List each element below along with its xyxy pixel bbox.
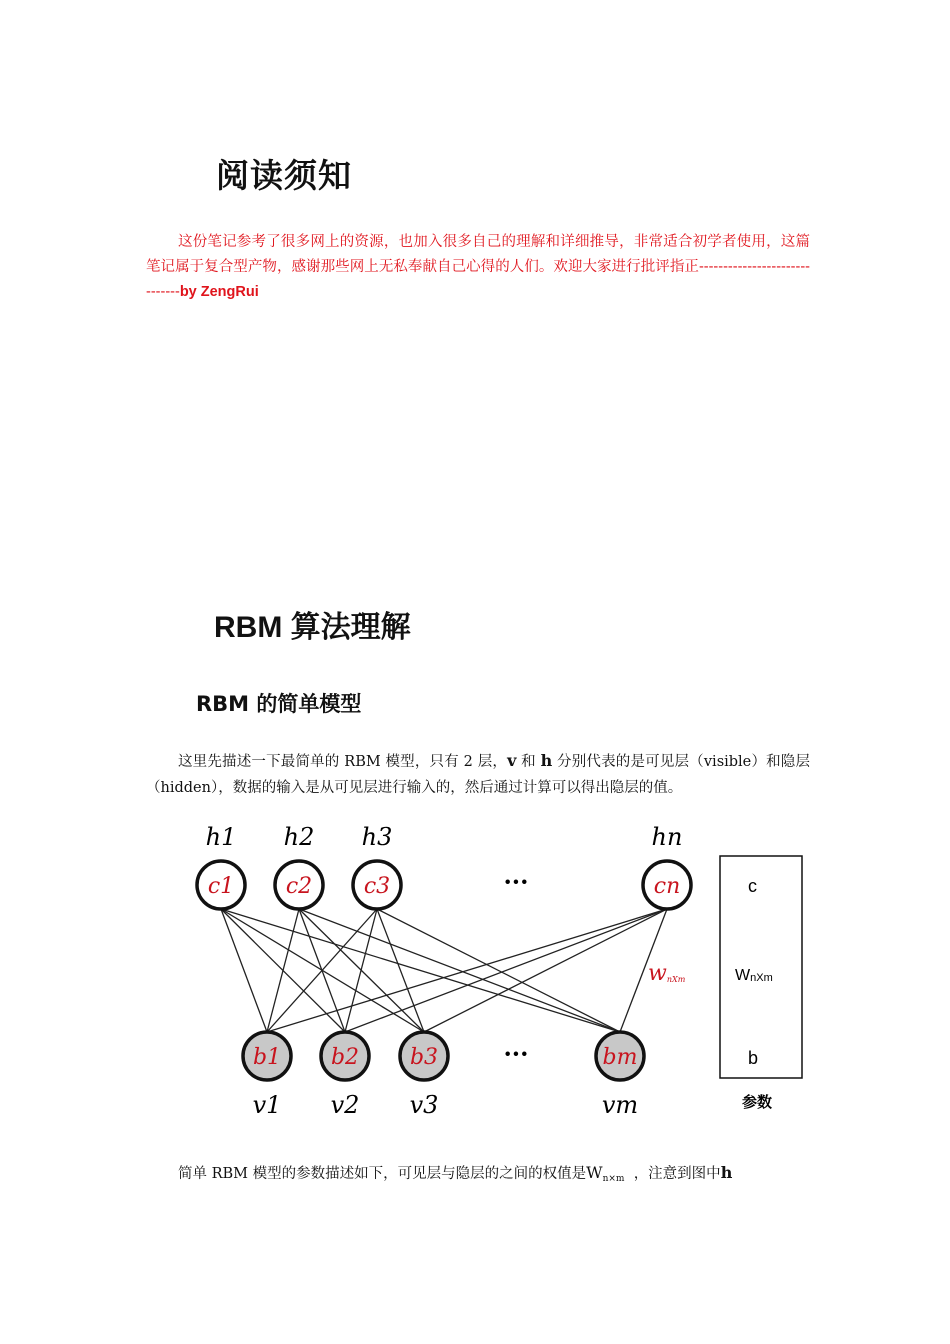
section-subtitle: RBM 的简单模型 (196, 692, 362, 716)
param-w (735, 967, 773, 984)
param-b: b (748, 1048, 759, 1068)
edge-h3-v4 (377, 909, 620, 1032)
hidden-node-n (643, 861, 691, 909)
visible-node-2 (321, 1032, 369, 1080)
hidden-bias-3: c3 (363, 874, 391, 899)
edge-h1-v4 (221, 909, 620, 1032)
visible-node-1 (243, 1032, 291, 1080)
visible-node-m (596, 1032, 644, 1080)
params-box (720, 856, 802, 1078)
hidden-ellipsis: ··· (503, 867, 529, 896)
paragraph2-h: h (720, 1163, 733, 1182)
visible-label-2: v2 (330, 1091, 360, 1119)
notice-byline: by ZengRui (179, 284, 259, 300)
visible-label-m: vm (601, 1091, 639, 1119)
paragraph2-w-sub: n×m (602, 1174, 625, 1184)
hidden-node-1 (197, 861, 245, 909)
visible-ellipsis: ··· (503, 1039, 529, 1068)
hidden-label-3: h3 (361, 823, 393, 851)
edge-h1-v1 (221, 909, 267, 1032)
param-c: c (748, 876, 757, 896)
edge-h4-v1 (267, 909, 667, 1032)
visible-bias-1: b1 (252, 1045, 282, 1070)
paragraph1-part2: 分别代表的是可见层（visible）和隐层（hidden），数据的输入是从可见层进行输入的，然后通过计算可以得出隐层的值。 (146, 754, 810, 796)
param-w-main: W (735, 967, 751, 984)
paragraph1-v: v (507, 751, 517, 770)
visible-label-3: v3 (409, 1091, 439, 1119)
hidden-bias-1: c1 (207, 874, 235, 899)
paragraph1-and: 和 (516, 754, 541, 770)
visible-layer (243, 1032, 644, 1080)
paragraph-rbm-description (146, 748, 810, 801)
paragraph2-text: 简单 RBM 模型的参数描述如下，可见层与隐层的之间的权值是 (178, 1166, 587, 1182)
notice-paragraph (146, 230, 810, 305)
hidden-label-n: hn (651, 823, 683, 851)
visible-bias-2: b2 (330, 1045, 360, 1070)
visible-bias-m: bm (602, 1045, 638, 1070)
notice-dashes: ------------------------------ (146, 259, 810, 300)
weight-label (648, 961, 686, 986)
params-caption: 参数 (741, 1093, 773, 1111)
visible-label-1: v1 (252, 1091, 282, 1119)
notice-text: 这份笔记参考了很多网上的资源，也加入很多自己的理解和详细推导，非常适合初学者使用，这篇笔记属于复合型产物，感谢那些网上无私奉献自己心得的人们。欢迎大家进行批评指正 (146, 234, 810, 275)
hidden-bias-2: c2 (285, 874, 313, 899)
rbm-connections (221, 909, 667, 1032)
notice-heading: 阅读须知 (216, 156, 352, 195)
visible-node-3 (400, 1032, 448, 1080)
hidden-node-3 (353, 861, 401, 909)
paragraph2-tail: ，注意到图中 (633, 1166, 721, 1182)
visible-bias-3: b3 (409, 1045, 439, 1070)
section-title: RBM 算法理解 (214, 611, 411, 644)
hidden-label-2: h2 (283, 823, 315, 851)
hidden-label-1: h1 (205, 823, 237, 851)
rbm-diagram (180, 810, 820, 1130)
weight-label-sub: nXm (666, 975, 686, 984)
param-w-sub: nXm (750, 972, 773, 984)
paragraph2-w: W (586, 1163, 603, 1182)
weight-label-w: w (648, 961, 667, 986)
edge-h3-v3 (377, 909, 424, 1032)
hidden-node-2 (275, 861, 323, 909)
hidden-layer (197, 861, 691, 909)
paragraph1-part1: 这里先描述一下最简单的 RBM 模型，只有 2 层， (178, 754, 508, 770)
edge-h4-v2 (345, 909, 667, 1032)
hidden-bias-n: cn (653, 874, 681, 899)
paragraph1-h: h (540, 751, 553, 770)
paragraph-params (178, 1160, 818, 1192)
